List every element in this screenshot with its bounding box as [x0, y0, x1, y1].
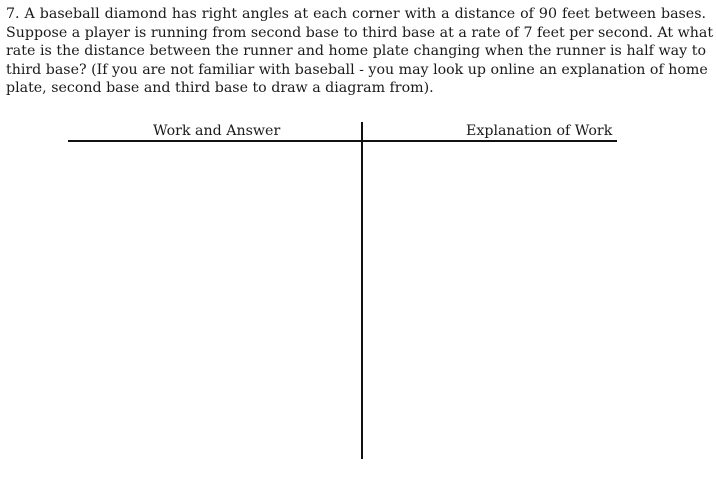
right-column-rule [362, 140, 617, 142]
problem-line-2: Suppose a player is running from second base to third base at a rate of 7 feet per second. At what [6, 24, 714, 41]
explanation-of-work-header: Explanation of Work [466, 123, 613, 139]
problem-line-5: plate, second base and third base to draw a diagram from). [6, 80, 434, 97]
problem-line-3: rate is the distance between the runner and home plate changing when the runner is half way to [6, 43, 706, 60]
work-and-answer-header: Work and Answer [153, 123, 281, 139]
column-divider [361, 122, 363, 459]
problem-statement [6, 5, 714, 98]
problem-line-1: 7. A baseball diamond has right angles at each corner with a distance of 90 feet between bases. [6, 6, 706, 22]
problem-line-4: third base? (If you are not familiar with baseball - you may look up online an explanation of home [6, 61, 708, 78]
left-column-rule [68, 140, 362, 142]
